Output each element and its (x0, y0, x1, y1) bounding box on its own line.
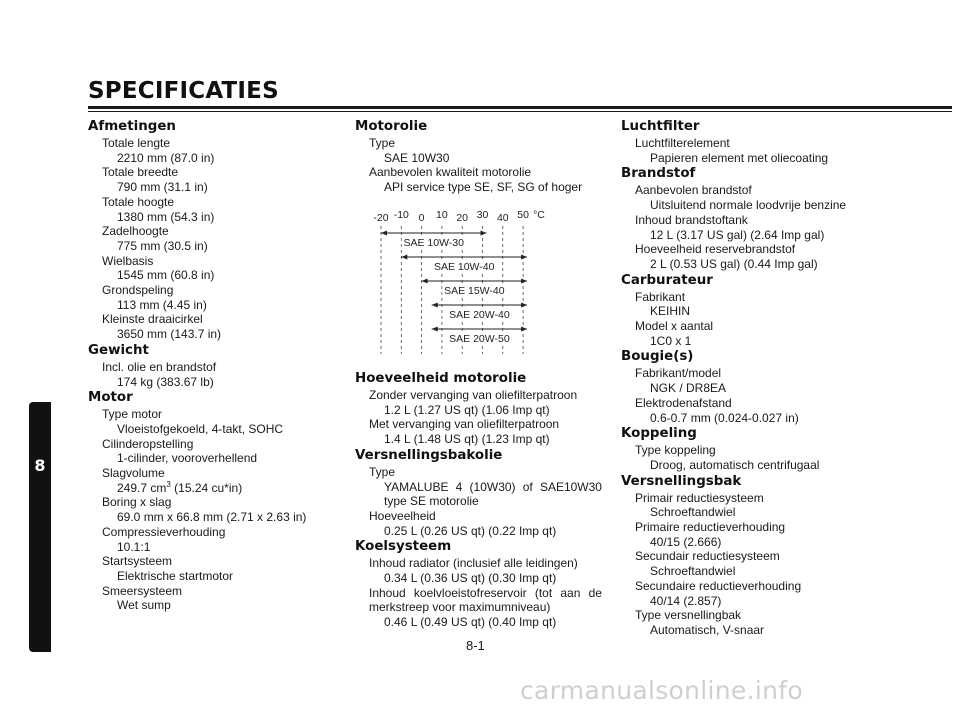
spec-value: 1545 mm (60.8 in) (117, 268, 215, 283)
word: de (588, 585, 602, 600)
spec-label: Startsysteem (102, 554, 173, 569)
section-heading-versnellingsbakolie: Versnellingsbakolie (355, 447, 503, 463)
temp-tick-label: -10 (393, 209, 409, 221)
spec-value: 113 mm (4.45 in) (117, 297, 207, 312)
temp-tick-label: 20 (456, 212, 469, 224)
spec-label: Smeersysteem (102, 583, 183, 598)
title-rule (88, 106, 952, 109)
grade-arrow-left (401, 255, 407, 260)
temp-tick-label: 0 (418, 212, 425, 224)
grade-arrow-right (521, 255, 527, 260)
section-heading-luchtfilter: Luchtfilter (621, 119, 700, 134)
chapter-number: 8 (34, 456, 46, 475)
spec-label: Slagvolume (102, 466, 165, 481)
word: YAMALUBE (384, 479, 449, 494)
word: 4 (455, 479, 463, 494)
spec-value: 1.4 L (1.48 US qt) (1.23 Imp qt) (384, 432, 550, 447)
spec-label: Totale lengte (102, 136, 171, 150)
grade-label: SAE 20W-40 (449, 309, 510, 321)
spec-label: merkstreep voor maximumniveau) (369, 600, 551, 615)
spec-label: Compressieverhouding (102, 524, 226, 539)
spec-label: Totale hoogte (102, 194, 175, 209)
spec-value: 2210 mm (87.0 in) (117, 150, 215, 165)
spec-value: NGK / DR8EA (650, 381, 727, 396)
grade-arrow-right (481, 231, 487, 236)
temp-tick-label: -20 (373, 212, 389, 224)
spec-value: 12 L (3.17 US gal) (2.64 Imp gal) (650, 227, 825, 242)
spec-label: Primaire reductieverhouding (635, 520, 786, 535)
section-heading-motor: Motor (88, 390, 133, 406)
column-middle-lower (355, 370, 605, 630)
grade-arrow-right (521, 327, 527, 332)
spec-label: Hoeveelheid (369, 508, 436, 523)
spec-label: Luchtfilterelement (635, 136, 730, 150)
grade-label: SAE 20W-50 (449, 333, 510, 345)
spec-value: Uitsluitend normale loodvrije benzine (650, 198, 847, 213)
unit-label: °C (533, 209, 545, 221)
chapter-tab (29, 402, 51, 652)
page-number: 8-1 (466, 638, 485, 653)
spec-label: Aanbevolen kwaliteit motorolie (369, 165, 532, 180)
spec-label: Inhoud brandstoftank (635, 212, 748, 227)
spec-value: 3650 mm (143.7 in) (117, 327, 222, 342)
spec-value: 0.25 L (0.26 US qt) (0.22 Imp qt) (384, 523, 557, 538)
spec-label: Kleinste draaicirkel (102, 312, 203, 327)
spec-value: 790 mm (31.1 in) (117, 180, 208, 195)
spec-value: SAE 10W30 (384, 150, 450, 165)
word: (tot (534, 585, 553, 600)
spec-value: Papieren element met oliecoating (650, 150, 829, 165)
spec-value: Schroeftandwiel (650, 505, 736, 520)
spec-value: KEIHIN (650, 304, 691, 319)
spec-label: Hoeveelheid reservebrandstof (635, 242, 796, 257)
column-left (88, 118, 328, 613)
spec-label: Type motor (102, 407, 163, 422)
spec-value: 0.34 L (0.36 US qt) (0.30 Imp qt) (384, 571, 557, 586)
spec-value: 40/15 (2.666) (650, 534, 722, 549)
section-heading-gewicht: Gewicht (88, 342, 149, 358)
temp-tick-label: 50 (517, 209, 529, 221)
spec-label: Zonder vervanging van oliefilterpatroon (369, 388, 578, 402)
spec-value: 2 L (0.53 US gal) (0.44 Imp gal) (650, 256, 818, 271)
spec-label: Inhoud radiator (inclusief alle leidingen) (369, 556, 578, 571)
spec-value: 69.0 mm x 66.8 mm (2.71 x 2.63 in) (117, 510, 307, 525)
spec-label: Type koppeling (635, 443, 716, 458)
spec-value: Elektrische startmotor (117, 568, 234, 583)
temp-tick-label: 30 (476, 209, 489, 221)
spec-value: 10.1:1 (117, 539, 151, 554)
word: SAE10W30 (539, 479, 602, 494)
grade-arrow-left (422, 279, 428, 284)
column-middle (355, 118, 605, 195)
spec-value: 40/14 (2.857) (650, 593, 722, 608)
superscript: 3 (166, 479, 171, 489)
spec-label: Primair reductiesysteem (635, 490, 764, 505)
spec-label: Grondspeling (102, 283, 174, 298)
spec-value: Droog, automatisch centrifugaal (650, 457, 820, 472)
spec-value-justified (355, 480, 602, 495)
column-right (621, 118, 861, 638)
spec-value: Wet sump (117, 598, 171, 613)
spec-label: Cilinderopstelling (102, 436, 194, 451)
word: of (522, 479, 533, 494)
page-title: SPECIFICATIES (88, 78, 279, 104)
word: aan (560, 585, 581, 600)
title-rule-thin (88, 111, 952, 112)
temp-tick-label: 10 (436, 209, 448, 221)
spec-value: 1-cilinder, vooroverhellend (117, 451, 258, 466)
section-heading-brandstof: Brandstof (621, 166, 696, 182)
oil-viscosity-chart (365, 208, 565, 356)
spec-label: Aanbevolen brandstof (635, 183, 752, 198)
value-text: (15.24 cu*in) (170, 480, 243, 495)
grade-label: SAE 15W-40 (444, 285, 505, 297)
section-heading-afmetingen: Afmetingen (88, 119, 176, 134)
section-heading-carburateur: Carburateur (621, 272, 713, 288)
spec-value (88, 481, 328, 496)
spec-value: API service type SE, SF, SG of hoger (384, 180, 583, 195)
spec-value: Vloeistofgekoeld, 4-takt, SOHC (117, 421, 284, 436)
grade-arrow-right (521, 279, 527, 284)
grade-arrow-right (521, 303, 527, 308)
watermark: carmanualsonline.info (520, 676, 803, 705)
spec-label: Incl. olie en brandstof (102, 359, 217, 374)
spec-value: 0.6-0.7 mm (0.024-0.027 in) (650, 410, 799, 425)
spec-label: Totale breedte (102, 165, 179, 180)
spec-value: Schroeftandwiel (650, 564, 736, 579)
grade-label: SAE 10W-40 (433, 261, 495, 273)
spec-value: 775 mm (30.5 in) (117, 238, 208, 253)
spec-label: Fabrikant/model (635, 366, 722, 381)
spec-value: 1380 mm (54.3 in) (117, 209, 215, 224)
spec-label: Secundaire reductieverhouding (635, 578, 802, 593)
spec-label: Type (369, 464, 396, 479)
section-heading-bougie: Bougie(s) (621, 349, 694, 365)
spec-label: Type versnellingbak (635, 608, 742, 623)
spec-label: Wielbasis (102, 253, 154, 268)
spec-value: 0.46 L (0.49 US qt) (0.40 Imp qt) (384, 615, 557, 630)
value-text: 249.7 cm (117, 480, 167, 495)
grade-arrow-left (432, 303, 438, 308)
temp-tick-label: 40 (496, 212, 509, 224)
section-heading-versnellingsbak: Versnellingsbak (621, 473, 742, 489)
spec-label: Boring x slag (102, 495, 172, 510)
grade-arrow-left (432, 327, 438, 332)
spec-label: Secundair reductiesysteem (635, 549, 780, 564)
grade-arrow-left (381, 231, 387, 236)
spec-label: Type (369, 136, 396, 150)
section-heading-motorolie: Motorolie (355, 119, 428, 134)
word: (10W30) (469, 479, 516, 494)
spec-label-justified (355, 586, 602, 601)
section-heading-hoeveelheid: Hoeveelheid motorolie (355, 371, 527, 386)
spec-value: 174 kg (383.67 lb) (117, 374, 214, 389)
spec-value: 1C0 x 1 (650, 333, 692, 348)
spec-label: Zadelhoogte (102, 224, 169, 239)
word: koelvloeistofreservoir (413, 585, 527, 600)
section-heading-koelsysteem: Koelsysteem (355, 539, 452, 555)
section-heading-koppeling: Koppeling (621, 426, 697, 442)
spec-value: type SE motorolie (384, 494, 479, 509)
spec-label: Fabrikant (635, 289, 686, 304)
spec-label: Model x aantal (635, 319, 714, 334)
grade-label: SAE 10W-30 (403, 237, 465, 249)
word: Inhoud (369, 585, 406, 600)
spec-label: Elektrodenafstand (635, 395, 732, 410)
spec-label: Met vervanging van oliefilterpatroon (369, 417, 560, 432)
spec-value: 1.2 L (1.27 US qt) (1.06 Imp qt) (384, 402, 550, 417)
spec-value: Automatisch, V-snaar (650, 622, 765, 637)
